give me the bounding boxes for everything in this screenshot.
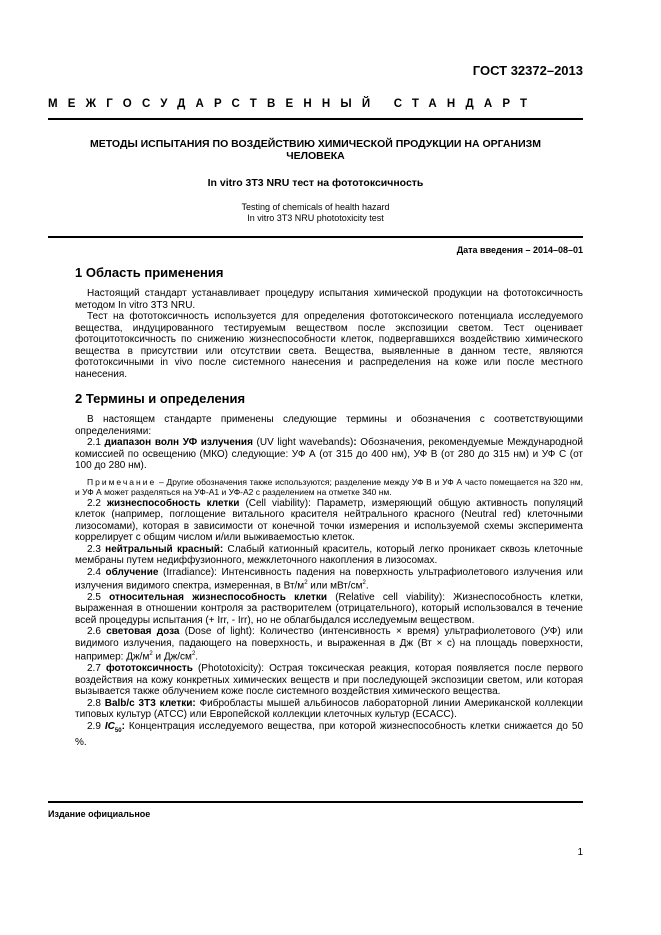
footer-divider bbox=[48, 801, 583, 803]
term-2-6: 2.6 световая доза (Dose of light): Количество (интенсивность × время) ультрафиолетового (УФ) или видимого излучения, падающего на поверхность, и выраженная в Дж (Вт × с) на площадь поверхности, например: $Дж/м^2$ и $Дж/см^2$. bbox=[75, 626, 584, 663]
term-2-8-name: Balb/c 3T3 клетки: bbox=[104, 697, 196, 709]
note-label: Примечание bbox=[87, 476, 157, 487]
term-2-1: 2.1 диапазон волн УФ излучения (UV light wavebands): Обозначения, рекомендуемые Международной комиссией по освещению (МКО) следующие: УФ А (от 315 до 400 нм), УФ В (от 280 до 315 нм) и УФ С (от 100 до 280 нм). bbox=[75, 437, 584, 471]
document-title bbox=[48, 138, 583, 162]
page-number: 1 bbox=[577, 847, 583, 858]
term-2-4-name: облучение bbox=[105, 566, 159, 578]
term-2-5-name: относительная жизнеспособность клетки bbox=[109, 591, 327, 603]
document-subtitle: In vitro 3T3 NRU тест на фототоксичность bbox=[207, 177, 424, 189]
english-title-line-1: Testing of chemicals of health hazard bbox=[241, 202, 390, 212]
section-1-heading: 1 Область применения bbox=[75, 265, 224, 280]
term-2-2-name: жизнеспособность клетки bbox=[106, 497, 240, 509]
term-2-6-name: световая доза bbox=[106, 626, 180, 638]
official-edition-label: Издание официальное bbox=[48, 809, 151, 819]
term-2-2: 2.2 жизнеспособность клетки (Cell viability): Параметр, измеряющий общую активность популяций клеток (например, поглощение витального красителя нейтрального красного (Neutral red) клеточными лизосомами), которая в зависимости от конечной точки измерения и используемой схемы эксперимента коррелирует с общим числом и/или выживаемостью клеток. bbox=[75, 497, 583, 543]
section-2-intro: В настоящем стандарте применены следующие термины и обозначения с соответствующими определениями: bbox=[75, 414, 583, 437]
title-divider bbox=[48, 236, 583, 238]
term-2-8: 2.8 Balb/c 3T3 клетки: Фибробласты мышей альбиносов лабораторной линии Американской коллекции типовых культур (ATCC) или Европейской коллекции клеточных культур (ECACC). bbox=[75, 697, 583, 721]
introduction-date: Дата введения – 2014–08–01 bbox=[456, 245, 583, 255]
top-divider bbox=[48, 118, 583, 120]
term-2-3: 2.3 нейтральный красный: Слабый катионный краситель, который легко проникает сквозь клеточные мембраны путем недиффузионного, межклеточного накопления в лизосомах. bbox=[75, 543, 583, 566]
section-1-paragraph-1: Настоящий стандарт устанавливает процедуру испытания химической продукции на фототоксичность методом In vitro 3T3 NRU. bbox=[75, 288, 583, 311]
term-2-7: 2.7 фототоксичность (Phototoxicity): Острая токсическая реакция, которая появляется после первого воздействия на кожу конкретных химических веществ и при последующей экспозиции светом, или которая вызывается также облучением коже после системного воздействия химического вещества. bbox=[75, 663, 584, 698]
term-2-1-name: диапазон волн УФ излучения bbox=[104, 437, 253, 448]
term-2-5: 2.5 относительная жизнеспособность клетки (Relative cell viability): Жизнеспособность клетки, выраженная в отношении контроля за растворителем (отрицательного), который использовался в течение всей процедуры испытания (+ Irr, - Irr), но не облагбыдался исследуемым веществом. bbox=[75, 591, 583, 626]
interstate-standard-label: МЕЖГОСУДАРСТВЕННЫЙ СТАНДАРТ bbox=[48, 98, 538, 110]
term-2-9: 2.9 $IC_{50}$: Концентрация исследуемого вещества, при которой жизнеспособность клетки снижается до 50 %. bbox=[75, 720, 584, 749]
standard-code: ГОСТ 32372–2013 bbox=[472, 63, 583, 78]
term-2-9-name: $IC_{50}$: bbox=[104, 720, 125, 734]
section-2-heading: 2 Термины и определения bbox=[75, 391, 246, 406]
term-2-7-name: фототоксичность bbox=[105, 663, 193, 675]
note-paragraph: Примечание – Другие обозначения также используются; разделение между УФ В и УФ А часто помещается на 320 нм, и УФ А может разделяться на УФ-А1 и УФ-А2 с разделением на отметке 340 нм. bbox=[75, 476, 583, 497]
term-2-4: 2.4 облучение (Irradiance): Интенсивность падения на поверхность ультрафиолетового излучения или излучения видимого спектра, измеренная, в $Вт/м^2$ или мВт/$см^2$. bbox=[75, 566, 584, 592]
english-title-line-2: In vitro 3T3 NRU phototoxicity test bbox=[247, 213, 384, 223]
term-2-3-name: нейтральный красный: bbox=[105, 543, 224, 555]
title-line-1: МЕТОДЫ ИСПЫТАНИЯ ПО ВОЗДЕЙСТВИЮ ХИМИЧЕСКОЙ ПРОДУКЦИИ НА ОРГАНИЗМ bbox=[90, 138, 541, 150]
document-body bbox=[75, 266, 583, 749]
english-title bbox=[48, 202, 583, 224]
title-line-2: ЧЕЛОВЕКА bbox=[286, 150, 345, 162]
section-1-paragraph-2: Тест на фототоксичность используется для определения фототоксического потенциала исследуемого вещества, индуцированного тестируемым веществом после экспозиции светом. Тест оценивает фотоцитотоксичность по снижению жизнеспособности клеток, подвергавшихся воздействию химического вещества в присутствии или отсутствии света. Вещества, выявленные в данном тесте, являются фототоксичными in vivo после системного нанесения и распределения на коже или после местного нанесения. bbox=[75, 311, 583, 380]
